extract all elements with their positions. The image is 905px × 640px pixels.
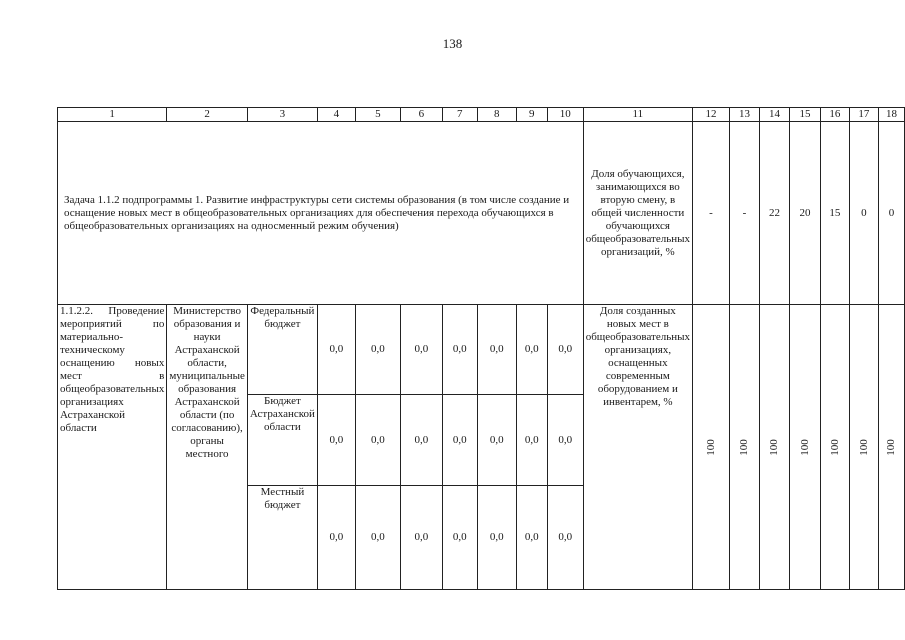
column-header: 16 bbox=[820, 108, 849, 122]
amount-cell: 0,0 bbox=[400, 395, 442, 486]
task-row bbox=[58, 122, 905, 305]
task-value: - bbox=[693, 122, 730, 305]
column-header: 17 bbox=[849, 108, 878, 122]
program-table bbox=[57, 107, 905, 590]
column-header: 1 bbox=[58, 108, 167, 122]
measure-value: 100 bbox=[789, 305, 820, 590]
column-header: 12 bbox=[693, 108, 730, 122]
measure-value: 100 bbox=[759, 305, 789, 590]
measure-row-federal bbox=[58, 305, 905, 395]
amount-cell: 0,0 bbox=[400, 486, 442, 590]
task-value: 15 bbox=[820, 122, 849, 305]
column-header: 2 bbox=[167, 108, 248, 122]
column-header: 8 bbox=[477, 108, 516, 122]
amount-cell: 0,0 bbox=[442, 305, 477, 395]
column-header: 6 bbox=[400, 108, 442, 122]
amount-cell: 0,0 bbox=[400, 305, 442, 395]
amount-cell: 0,0 bbox=[442, 395, 477, 486]
amount-cell: 0,0 bbox=[477, 305, 516, 395]
column-header: 14 bbox=[759, 108, 789, 122]
amount-cell: 0,0 bbox=[355, 395, 400, 486]
measure-value: 100 bbox=[849, 305, 878, 590]
column-number-row bbox=[58, 108, 905, 122]
measure-value: 100 bbox=[729, 305, 759, 590]
measure-value: 100 bbox=[878, 305, 904, 590]
amount-cell: 0,0 bbox=[547, 305, 583, 395]
amount-cell: 0,0 bbox=[355, 305, 400, 395]
task-description: Задача 1.1.2 подпрограммы 1. Развитие инфраструктуры сети системы образования (в том числе создание и оснащение новых мест в общеобразовательных организациях для обеспечения перехода обучающихся в общеобразовательных организациях на односменный режим обучения) bbox=[58, 122, 584, 305]
amount-cell: 0,0 bbox=[516, 395, 547, 486]
amount-cell: 0,0 bbox=[516, 486, 547, 590]
column-header: 4 bbox=[317, 108, 355, 122]
measure-executor: Министерство образования и науки Астраханской области, муниципальные образования Астраханской области (по согласованию), органы местного bbox=[167, 305, 248, 590]
column-header: 11 bbox=[583, 108, 692, 122]
column-header: 10 bbox=[547, 108, 583, 122]
column-header: 9 bbox=[516, 108, 547, 122]
funding-source: Бюджет Астраханской области bbox=[247, 395, 317, 486]
amount-cell: 0,0 bbox=[442, 486, 477, 590]
column-header: 18 bbox=[878, 108, 904, 122]
amount-cell: 0,0 bbox=[547, 486, 583, 590]
measure-value: 100 bbox=[820, 305, 849, 590]
task-value: 20 bbox=[789, 122, 820, 305]
task-value: - bbox=[729, 122, 759, 305]
measure-value: 100 bbox=[693, 305, 730, 590]
task-value: 0 bbox=[878, 122, 904, 305]
task-indicator: Доля обучающихся, занимающихся во вторую смену, в общей численности обучающихся общеобразовательных организаций, % bbox=[583, 122, 692, 305]
column-header: 15 bbox=[789, 108, 820, 122]
amount-cell: 0,0 bbox=[477, 395, 516, 486]
amount-cell: 0,0 bbox=[355, 486, 400, 590]
measure-name: 1.1.2.2. Проведение мероприятий по материально-техническому оснащению новых мест в общеобразовательных организациях Астраханской области bbox=[58, 305, 167, 590]
amount-cell: 0,0 bbox=[317, 395, 355, 486]
column-header: 3 bbox=[247, 108, 317, 122]
task-value: 22 bbox=[759, 122, 789, 305]
funding-source: Местный бюджет bbox=[247, 486, 317, 590]
amount-cell: 0,0 bbox=[477, 486, 516, 590]
measure-indicator: Доля созданных новых мест в общеобразовательных организациях, оснащенных современным оборудованием и инвентарем, % bbox=[583, 305, 692, 590]
amount-cell: 0,0 bbox=[317, 486, 355, 590]
page-number: 138 bbox=[442, 36, 463, 51]
task-value: 0 bbox=[849, 122, 878, 305]
funding-source: Федеральный бюджет bbox=[247, 305, 317, 395]
amount-cell: 0,0 bbox=[547, 395, 583, 486]
amount-cell: 0,0 bbox=[516, 305, 547, 395]
amount-cell: 0,0 bbox=[317, 305, 355, 395]
column-header: 7 bbox=[442, 108, 477, 122]
column-header: 13 bbox=[729, 108, 759, 122]
column-header: 5 bbox=[355, 108, 400, 122]
